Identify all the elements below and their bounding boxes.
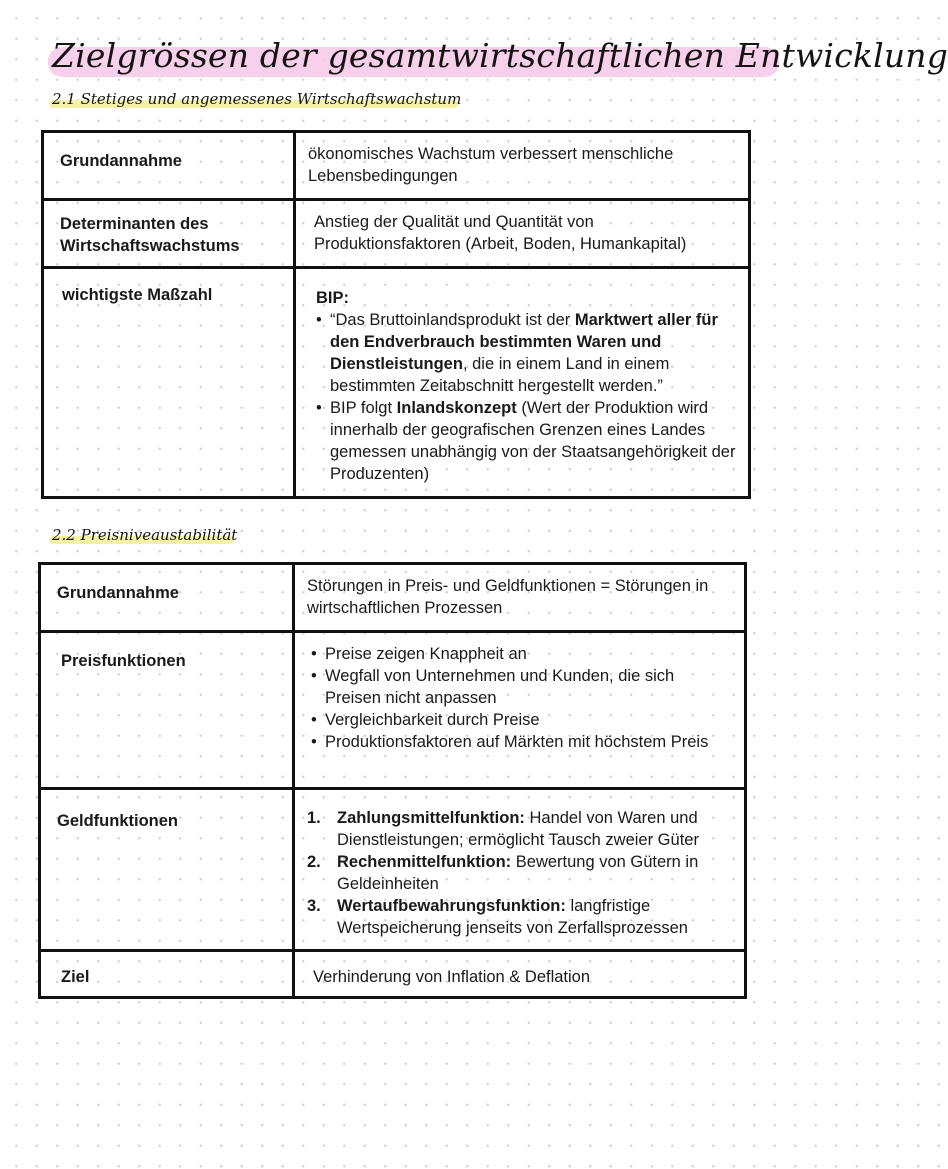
section-heading-text: 2.2 Preisniveaustabilität (52, 526, 238, 544)
list-item (307, 851, 732, 895)
preisfunktionen-list (311, 643, 732, 753)
bold-term: Marktwert aller für den Endverbrauch bestimmten Waren und Dienstleistungen (330, 311, 718, 373)
table-row (43, 132, 750, 200)
text-run: Handel von Waren und Dienstleistungen; ermöglicht Tausch zweier Güter (337, 809, 699, 849)
text-run: , die in einem Land in einem bestimmten Zeitabschnitt hergestellt werden.” (330, 355, 670, 395)
text-run: langfristige Wertspeicherung jenseits von Zerfallsprozessen (337, 897, 688, 937)
row-label: Determinanten des Wirtschaftswachstums (43, 200, 295, 268)
row-label: Geldfunktionen (40, 789, 294, 951)
text-run: BIP folgt (330, 399, 397, 417)
row-label: Preisfunktionen (40, 632, 294, 789)
table-row (40, 789, 746, 951)
row-value: Verhinderung von Inflation & Deflation (294, 951, 746, 998)
table-row (40, 632, 746, 789)
list-item (307, 895, 732, 939)
row-value (294, 789, 746, 951)
table-wirtschaftswachstum (41, 130, 751, 499)
list-item: • Vergleichbarkeit durch Preise (311, 709, 732, 731)
section-heading-text: 2.1 Stetiges und angemessenes Wirtschaftswachstum (52, 90, 462, 108)
item-number: 1. (307, 809, 321, 827)
section-heading-wirtschaftswachstum (52, 90, 461, 108)
bold-term: Inlandskonzept (396, 399, 517, 417)
bold-term: Zahlungsmittelfunktion: (337, 809, 525, 827)
list-item (316, 397, 736, 485)
bold-term: Rechenmittelfunktion: (337, 853, 512, 871)
row-value: Anstieg der Qualität und Quantität von Produktionsfaktoren (Arbeit, Boden, Humankapital) (295, 200, 750, 268)
table-row (43, 268, 750, 498)
row-value (294, 632, 746, 789)
geldfunktionen-list (307, 807, 732, 939)
table-row (40, 951, 746, 998)
row-label: Ziel (40, 951, 294, 998)
table-row (40, 564, 746, 632)
text-run: Bewertung von Gütern in Geldeinheiten (337, 853, 699, 893)
row-label: Grundannahme (40, 564, 294, 632)
row-value: Störungen in Preis- und Geldfunktionen = Störungen in wirtschaftlichen Prozessen (294, 564, 746, 632)
table-preisniveaustabilitaet (38, 562, 747, 999)
page-title: Zielgrössen der gesamtwirtschaftlichen Entwicklung (52, 36, 948, 75)
row-label: Grundannahme (43, 132, 295, 200)
list-item (316, 309, 736, 397)
item-number: 2. (307, 853, 321, 871)
bip-list (316, 309, 736, 485)
list-item: • Preise zeigen Knappheit an (311, 643, 732, 665)
table-row (43, 200, 750, 268)
item-number: 3. (307, 897, 321, 915)
text-run: “Das Bruttoinlandsprodukt ist der (330, 311, 575, 329)
list-item: • Produktionsfaktoren auf Märkten mit höchstem Preis (311, 731, 732, 753)
row-value-bip (295, 268, 750, 498)
title-area (44, 30, 948, 90)
row-label: wichtigste Maßzahl (43, 268, 295, 498)
bold-term: Wertaufbewahrungsfunktion: (337, 897, 566, 915)
row-value: ökonomisches Wachstum verbessert menschliche Lebensbedingungen (295, 132, 750, 200)
text-run: (Wert der Produktion wird innerhalb der geografischen Grenzen eines Landes gemessen unabhängig von der Staatsangehörigkeit der Produzenten) (330, 399, 736, 483)
list-item (307, 807, 732, 851)
list-item: • Wegfall von Unternehmen und Kunden, die sich Preisen nicht anpassen (311, 665, 732, 709)
bip-heading: BIP: (316, 289, 349, 307)
section-heading-preisniveaustabilitaet (52, 526, 237, 544)
